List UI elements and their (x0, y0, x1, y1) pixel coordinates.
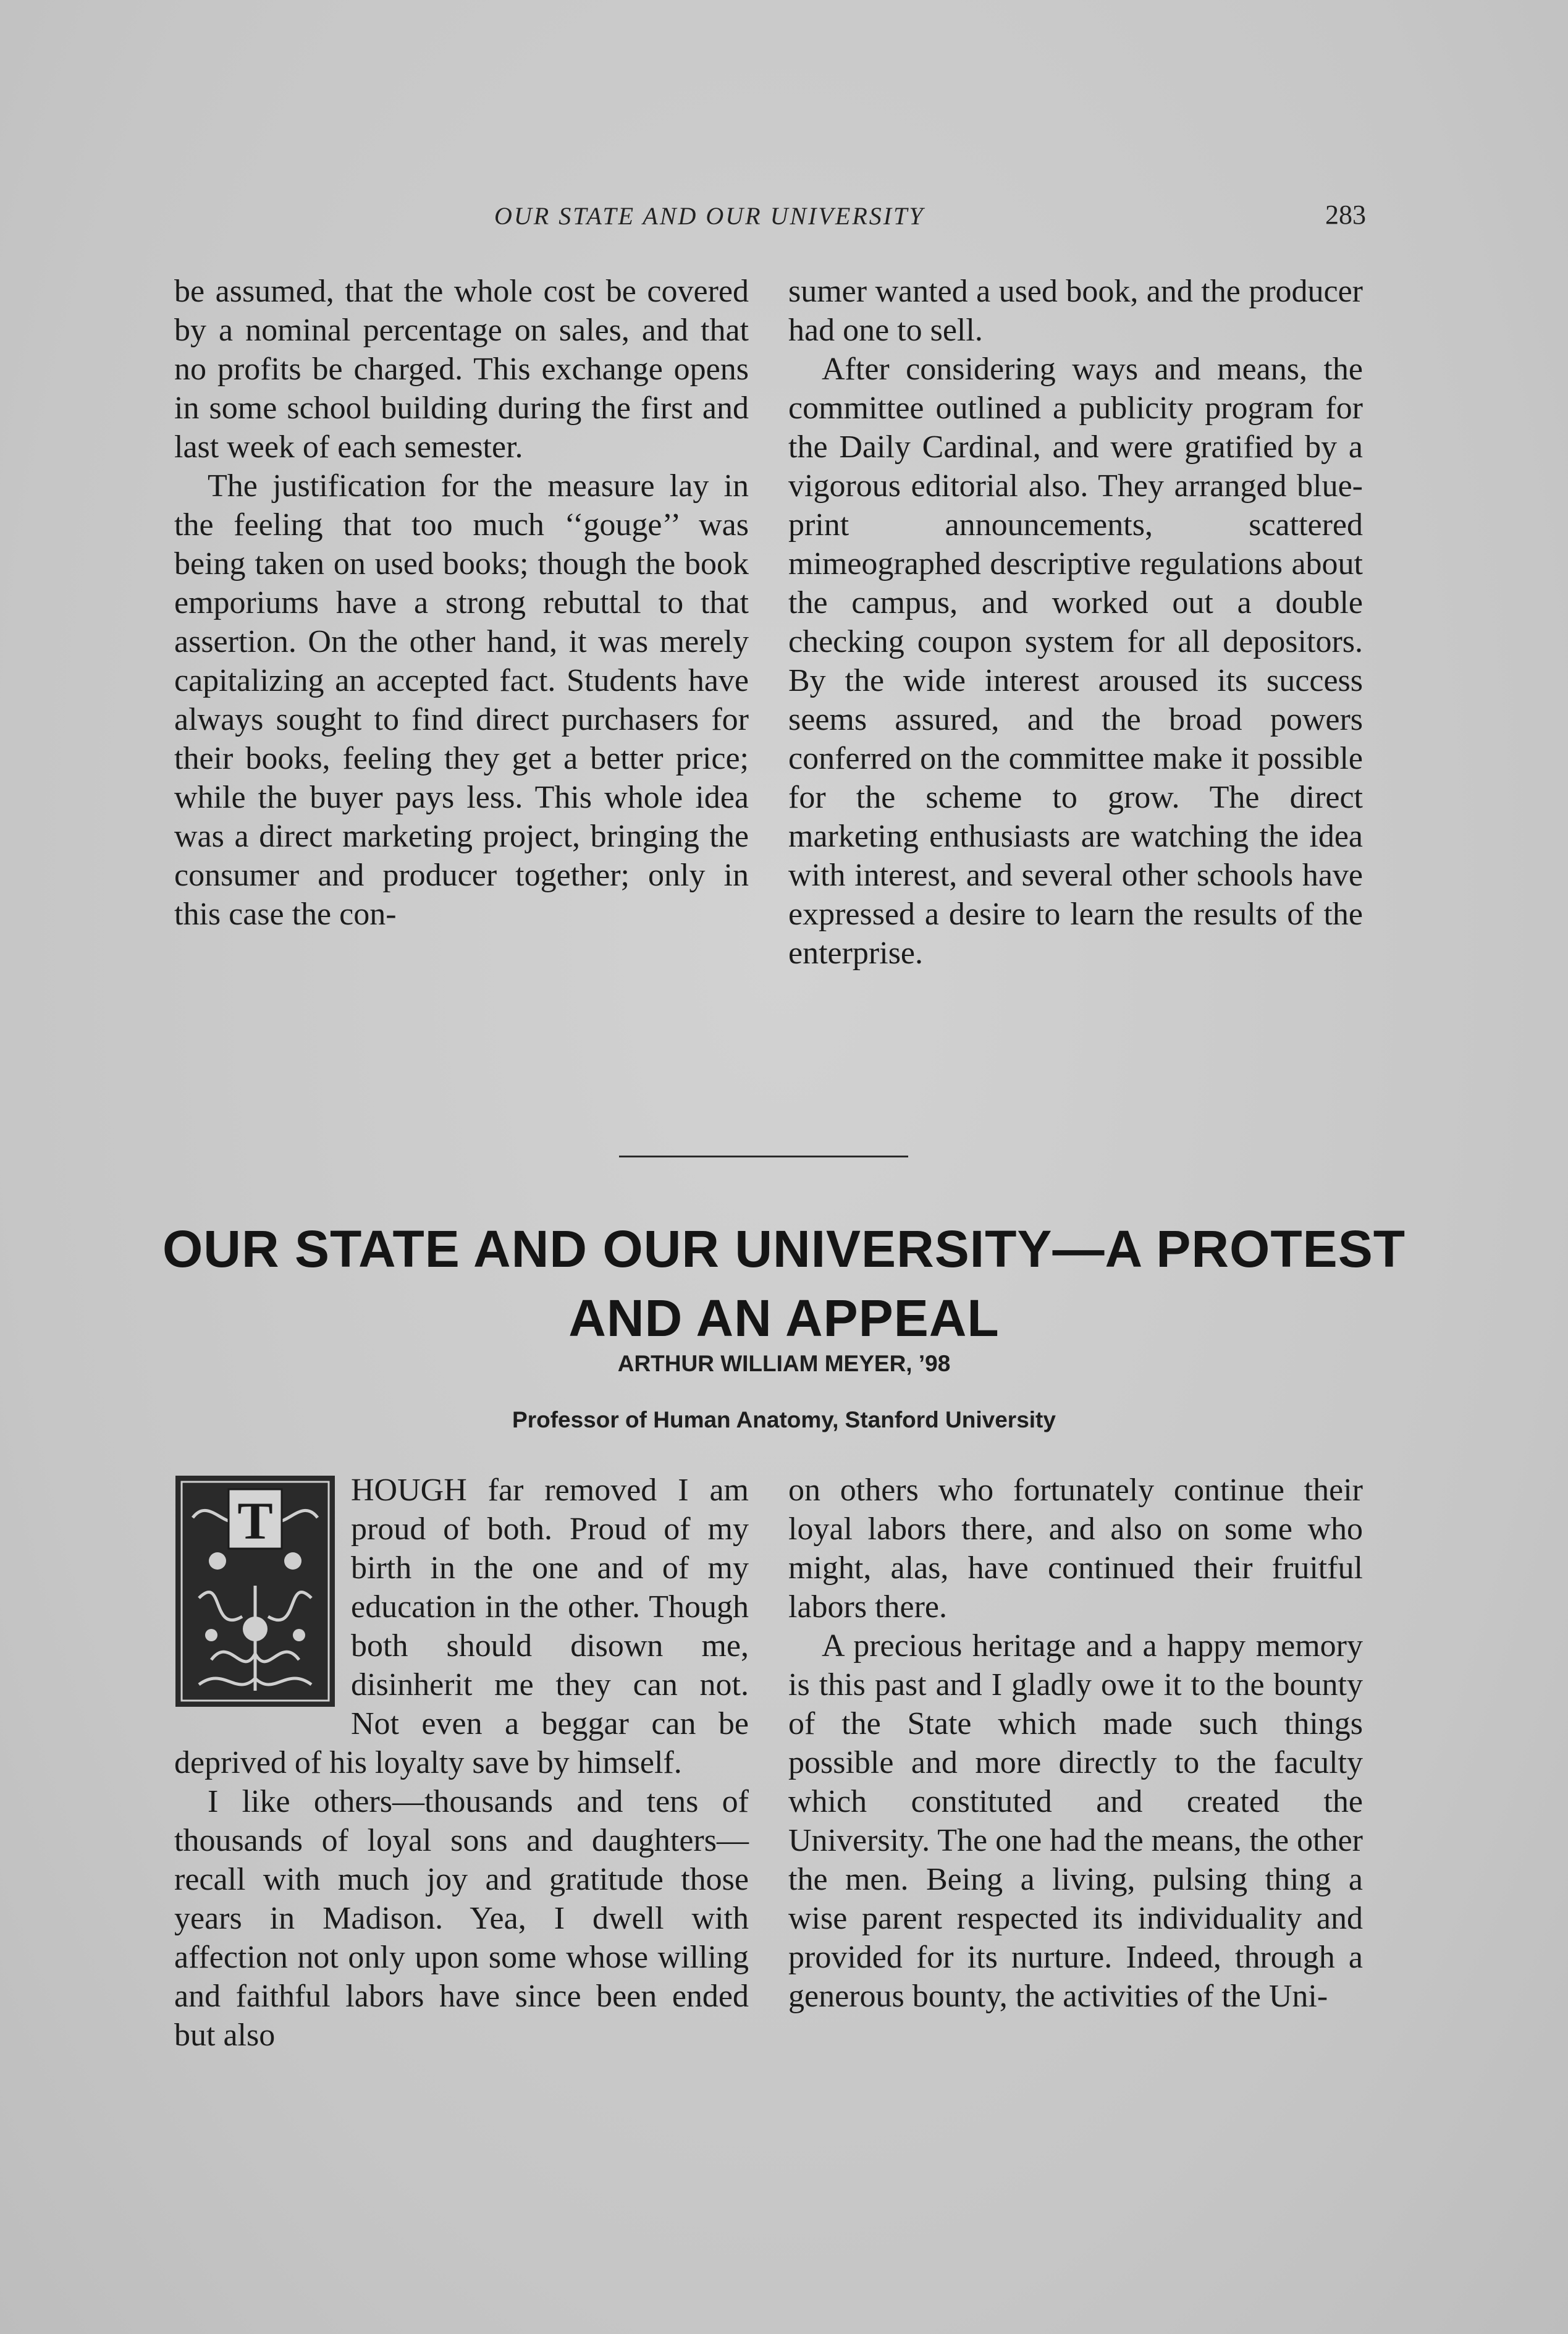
article-right-column (788, 1471, 1363, 2016)
article-title: OUR STATE AND OUR UNIVERSITY—A PROTEST AND AN APPEAL (162, 1220, 1406, 1347)
section-divider (619, 1156, 908, 1157)
previous-article-left-column (174, 272, 749, 934)
paragraph: on others who fortunately continue their loyal labors there, and also on some who might, alas, have continued their fruitful labors there. (788, 1473, 1363, 1625)
article-author: ARTHUR WILLIAM MEYER, ’98 (617, 1351, 951, 1376)
page-number: 283 (1325, 200, 1366, 230)
author-affiliation: Professor of Human Anatomy, Stanford University (512, 1407, 1056, 1432)
paragraph: HOUGH far removed I am proud of both. Proud of my birth in the one and of my education in the other. Though both should disown me, disinherit me they can not. Not even a beggar can be deprived of his loyalty save by himself. (174, 1473, 749, 1780)
paragraph: be assumed, that the whole cost be covered by a nominal percentage on sales, and that no profits be charged. This exchange opens in some school building during the first and last week of each semester. (174, 274, 749, 465)
previous-article-right-column (788, 272, 1363, 973)
paragraph: A precious heritage and a happy memory is this past and I gladly owe it to the bounty of the State which made such things possible and more directly to the faculty which constituted and created the University. The one had the means, the other the men. Being a living, pulsing thing a wise parent respected its individuality and provided for its nurture. Indeed, through a generous bounty, the activities of the Uni- (788, 1628, 1363, 2014)
paragraph: I like others—thousands and tens of thousands of loyal sons and daughters—recall with much joy and gratitude those years in Madison. Yea, I dwell with affection not only upon some whose willing and faithful labors have since been ended but also (174, 1784, 749, 2053)
drop-cap-letter: T (237, 1491, 273, 1550)
paragraph: After considering ways and means, the committee outlined a publicity program for the Daily Cardinal, and were gratified by a vigorous editorial also. They arranged blue-print announcements, scattered mimeographed descriptive regulations about the campus, and worked out a double checking coupon system for all depositors. By the wide interest aroused its success seems assured, and the broad powers conferred on the committee make it possible for the scheme to grow. The direct marketing enthusiasts are watching the idea with interest, and several other schools have expressed a desire to learn the results of the enterprise. (788, 352, 1363, 971)
article-left-column (174, 1471, 749, 2055)
ornamental-floral-initial-icon (174, 1474, 336, 1708)
paragraph: sumer wanted a used book, and the producer had one to sell. (788, 274, 1363, 348)
running-head: OUR STATE AND OUR UNIVERSITY (494, 202, 925, 230)
paragraph: The justification for the measure lay in the feeling that too much ‘‘gouge’’ was being taken on used books; though the book emporiums have a strong rebuttal to that assertion. On the other hand, it was merely capitalizing an accepted fact. Students have always sought to find direct purchasers for their books, feeling they get a better price; while the buyer pays less. This whole idea was a direct marketing project, bringing the consumer and producer together; only in this case the con- (174, 468, 749, 932)
